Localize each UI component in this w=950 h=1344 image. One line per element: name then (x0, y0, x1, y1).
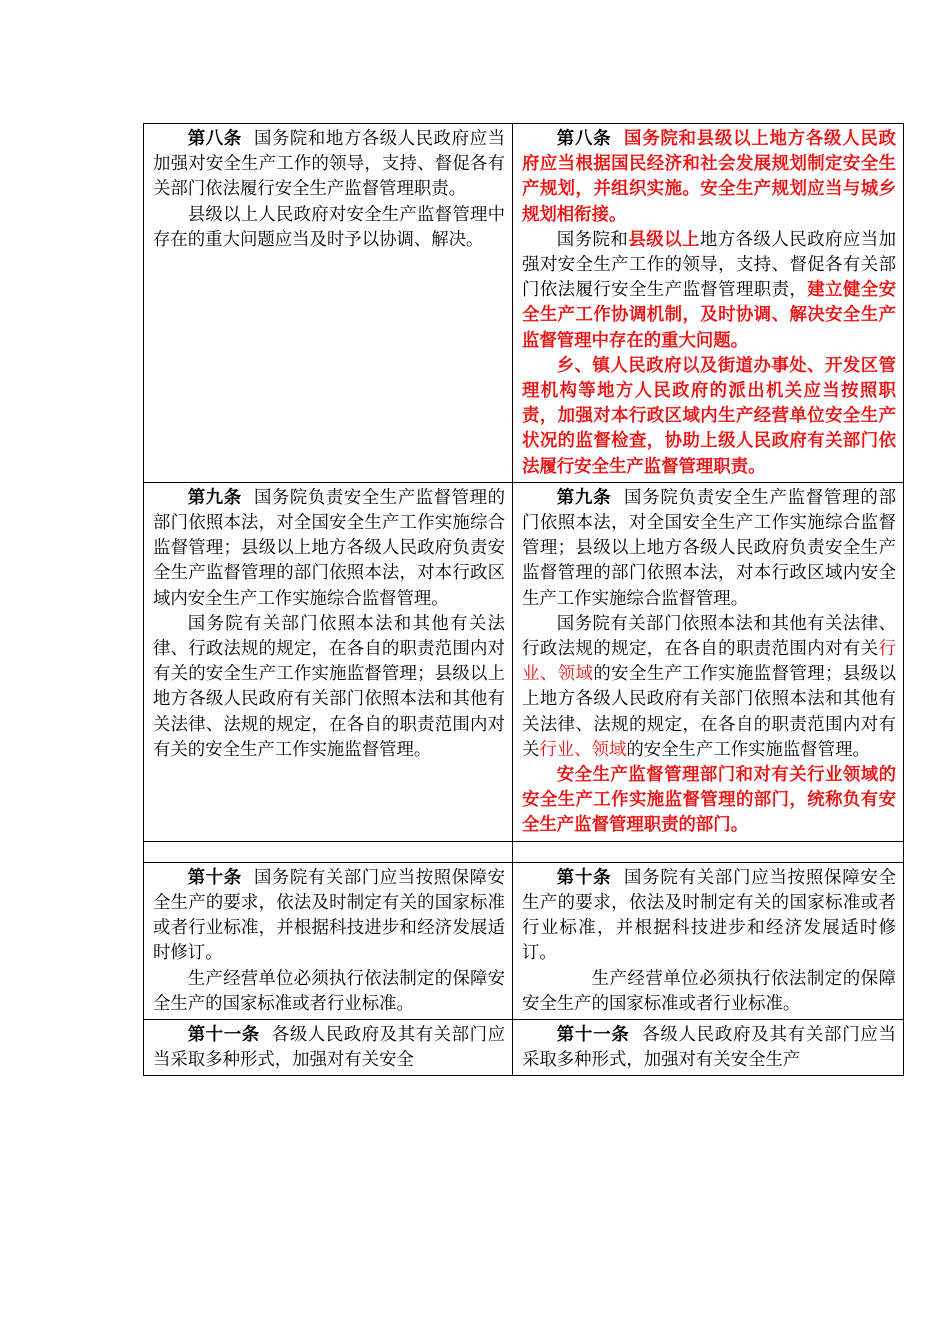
article-number: 第九条 (556, 487, 612, 508)
old-text-cell (144, 124, 513, 483)
paragraph-text: 县级以上人民政府对安全生产监督管理中存在的重大问题应当及时予以协调、解决。 (153, 204, 505, 250)
comparison-table (143, 123, 904, 1076)
paragraph-text: 的安全生产工作实施监督管理。 (626, 739, 870, 760)
table-row-article-11 (144, 1019, 904, 1075)
article-number: 第九条 (187, 487, 242, 508)
paragraph-text: 生产经营单位必须执行依法制定的保障安全生产的国家标准或者行业标准。 (522, 968, 896, 1014)
paragraph (153, 486, 505, 612)
paragraph (522, 866, 896, 967)
article-number: 第八条 (187, 129, 242, 149)
paragraph (522, 354, 896, 480)
paragraph (153, 127, 505, 203)
paragraph (522, 612, 896, 763)
paragraph (522, 967, 896, 1017)
paragraph-text: 国务院有关部门依照本法和其他有关法律、行政法规的规定，在各自的职责范围内对有关的安全生产工作实施监督管理；县级以上地方各级人民政府有关部门依照本法和其他有关法律、法规的规定，在各自的职责范围内对有关的安全生产工作实施监督管理。 (153, 613, 505, 760)
old-text-cell (144, 862, 513, 1019)
amended-text: 国务院和县级以上地方各级人民政府应当根据国民经济和社会发展规划制定安全生产规划，并组织实施。安全生产规划应当与城乡规划相衔接。 (522, 129, 896, 225)
paragraph-text: 国务院和 (556, 229, 629, 250)
new-text-cell (513, 862, 904, 1019)
new-text-cell (513, 124, 904, 483)
old-text-cell (144, 482, 513, 841)
table-row-article-9 (144, 482, 904, 841)
paragraph (522, 127, 896, 228)
paragraph (153, 1023, 505, 1073)
paragraph (153, 866, 505, 967)
table-row-article-10 (144, 862, 904, 1019)
article-number: 第十条 (556, 867, 612, 888)
paragraph-text: 地方各级人民政府应当加强对安全生产工作的领导，支持、督促各有关部门依法履行安全生产监督管理职责， (522, 229, 896, 301)
amended-text: 乡、镇人民政府以及街道办事处、开发区管理机构等地方人民政府的派出机关应当按照职责，加强对本行政区域内生产经营单位安全生产状况的监督检查，协助上级人民政府有关部门依法履行安全生产监督管理职责。 (522, 355, 896, 477)
paragraph (153, 612, 505, 763)
article-number: 第十一条 (556, 1024, 630, 1045)
old-text-cell (144, 1019, 513, 1075)
article-number: 第十一条 (187, 1024, 260, 1045)
amended-text: 县级以上 (628, 229, 700, 250)
amended-text: 建立健全安全生产工作协调机制，及时协调、解决安全生产监督管理中存在的重大问题。 (522, 280, 896, 351)
paragraph-text: 国务院有关部门应当按照保障安全生产的要求，依法及时制定有关的国家标准或者行业标准，并根据科技进步和经济发展适时修订。 (153, 867, 505, 964)
paragraph-text: 各级人民政府及其有关部门应当采取多种形式，加强对有关安全 (153, 1024, 505, 1071)
table-row-article-8 (144, 124, 904, 483)
article-number: 第八条 (556, 129, 612, 149)
article-number: 第十条 (187, 867, 242, 888)
paragraph (522, 1023, 896, 1073)
paragraph (153, 203, 505, 253)
new-text-cell (513, 482, 904, 841)
paragraph-text: 国务院负责安全生产监督管理的部门依照本法，对全国安全生产工作实施综合监督管理；县级以上地方各级人民政府负责安全生产监督管理的部门依照本法，对本行政区域内安全生产工作实施综合监督管理。 (153, 487, 505, 609)
paragraph-text: 国务院和地方各级人民政府应当加强对安全生产工作的领导，支持、督促各有关部门依法履行安全生产监督管理职责。 (153, 129, 505, 200)
amended-text: 行业、领域 (522, 639, 896, 685)
amended-text: 行业、领域 (539, 739, 627, 760)
paragraph-text: 国务院有关部门依照本法和其他有关法律、行政法规的规定，在各自的职责范围内对有关 (522, 613, 896, 660)
new-text-cell (513, 1019, 904, 1075)
paragraph-text: 国务院负责安全生产监督管理的部门依照本法，对全国安全生产工作实施综合监督管理；县级以上地方各级人民政府负责安全生产监督管理的部门依照本法，对本行政区域内安全生产工作实施综合监督管理。 (522, 487, 896, 609)
paragraph (522, 228, 896, 354)
empty-cell (144, 841, 513, 862)
paragraph-text: 的安全生产工作实施监督管理；县级以上地方各级人民政府有关部门依照本法和其他有关法律、法规的规定，在各自的职责范围内对有关 (522, 664, 896, 760)
table-row-empty (144, 841, 904, 862)
empty-cell (513, 841, 904, 862)
amended-text: 安全生产监督管理部门和对有关行业领域的安全生产工作实施监督管理的部门，统称负有安全生产监督管理职责的部门。 (522, 765, 896, 836)
paragraph-text: 国务院有关部门应当按照保障安全生产的要求，依法及时制定有关的国家标准或者行业标准，并根据科技进步和经济发展适时修订。 (522, 867, 896, 964)
paragraph (522, 763, 896, 839)
paragraph (522, 486, 896, 612)
paragraph-text: 生产经营单位必须执行依法制定的保障安全生产的国家标准或者行业标准。 (153, 968, 505, 1014)
paragraph (153, 967, 505, 1017)
paragraph-text: 各级人民政府及其有关部门应当采取多种形式，加强对有关安全生产 (522, 1024, 896, 1071)
